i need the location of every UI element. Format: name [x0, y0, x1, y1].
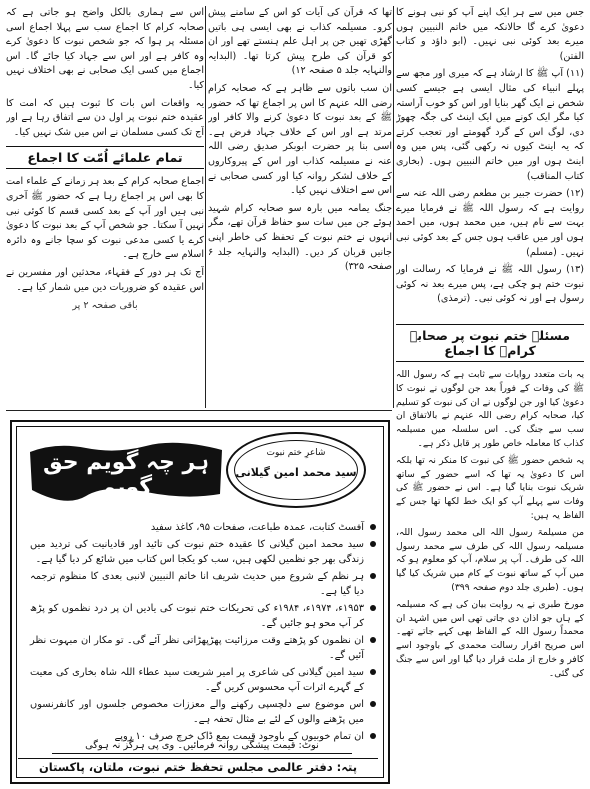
bullet-icon: [370, 637, 376, 643]
paragraph: (۱۳) رسول اللہ ﷺ نے فرمایا کہ رسالت اور نبوت ختم ہو چکی ہے، پس میرے بعد نہ کوئی رسول ہے اور نہ کوئی نبی۔ (ترمذی): [396, 264, 584, 305]
ad-payment-note: نوٹ: قیمت پیشگی روانہ فرمائیں۔ وی پی ہرگز نہ ہوگی: [52, 740, 352, 754]
section-divider: [6, 410, 392, 411]
ad-title: ہر چہ گویم حق گویم: [42, 450, 210, 500]
seal-author-name: سید محمد امین گیلانی: [235, 466, 357, 479]
list-item: سید امین گیلانی کی شاعری پر امیر شریعت سید عطاء اللہ شاہ بخاری کی معیت کے گہرے اثرات آپ محسوس کریں گے۔: [30, 665, 376, 695]
bullet-icon: [370, 605, 376, 611]
section-heading: تمام علمائے اُمّت کا اجماع: [6, 146, 204, 169]
column-right-top: [396, 6, 584, 306]
ad-title-panel: [26, 438, 226, 502]
seal-caption: شاعرِ ختم نبوت: [266, 448, 326, 458]
bullet-icon: [370, 573, 376, 579]
paragraph: یہ بات متعدد روایات سے ثابت ہے کہ رسول اللہ ﷺ کی وفات کے فوراً بعد جن لوگوں نے نبوت کا دعویٰ کیا اور جن لوگوں نے ان کی نبوت کو تسلیم کیا، صحابہ کرام رضی اللہ عنہم نے بالاتفاق ان سب سے جنگ کی۔ اس سلسلہ میں مسیلمہ کذاب کا معاملہ خاص طور پر قابل ذکر ہے۔: [396, 369, 584, 449]
paragraph: مورخ طبری نے یہ روایت بیان کی ہے کہ مسیلمہ کے ہاں جو اذان دی جاتی تھی اس میں اشہد ان محمداً رسول اللہ کے الفاظ بھی کہے جاتے تھے۔ اس صریح اقرار رسالت محمدی کے باوجود اسے کافر و خارج از ملت قرار دیا گیا اور اس سے جنگ کی گئی۔: [396, 598, 584, 679]
column-divider: [205, 6, 206, 408]
continued-note: باقی صفحہ ۲ پر: [72, 300, 138, 312]
bullet-icon: [370, 701, 376, 707]
list-item: آفسٹ کتابت، عمدہ طباعت، صفحات ۹۵، کاغذ سفید: [30, 520, 376, 535]
column-divider: [393, 6, 394, 408]
author-seal: [226, 432, 366, 508]
paragraph: ان سب باتوں سے ظاہر ہے کہ صحابہ کرام رضی اللہ عنہم کا اس پر اجماع تھا کہ حضور ﷺ کے بعد نبوت کا دعویٰ کرنے والا کافر اور مرتد ہے اور اس کے خلاف جہاد فرض ہے۔ اسی بنا پر حضرت ابوبکر صدیق رضی اللہ عنہ نے مسیلمہ کذاب اور اس کے پیروکاروں کے خلاف لشکر روانہ کیا اور کسی صحابی نے اس سے اختلاف نہیں کیا۔: [208, 82, 392, 197]
list-item: ان تمام خوبیوں کے باوجود قیمت بمع ڈاک خرچ صرف ۱۰ روپے: [30, 729, 376, 744]
paragraph: من مسیلمۃ رسول اللہ الی محمد رسول اللہ، مسیلمہ رسول اللہ کی طرف سے محمد رسول اللہ کی طرف۔ آپ پر سلام، آپ کو معلوم ہو کہ میں آپ کے ساتھ نبوت کے کام میں شریک کیا گیا ہوں۔ (طبری جلد دوم صفحہ ۳۹۹): [396, 526, 584, 593]
ad-banner: [20, 430, 372, 510]
paragraph: (۱۲) حضرت جبیر بن مطعم رضی اللہ عنہ سے روایت ہے کہ رسول اللہ ﷺ نے فرمایا میرے بہت سے نام ہیں، میں محمد ہوں، میں احمد ہوں اور میں عاقب ہوں جس کے بعد کوئی نبی نہیں۔ (مسلم): [396, 188, 584, 258]
list-item: ۱۹۵۳ء، ۱۹۷۴ء، ۱۹۸۴ء کی تحریکات ختم نبوت کی یادیں ان پر درد نظموں کو پڑھ کر آپ محو ہو جائیں گے۔: [30, 601, 376, 631]
list-item: ان نظموں کو پڑھتے وقت مرزائیت پھڑپھڑاتی نظر آئے گی۔ تو مکار ان مبہوت نظر آئیں گے۔: [30, 633, 376, 663]
paragraph: آج تک ہر دور کے فقہاء، محدثین اور مفسرین نے اس عقیدہ کو ضروریات دین میں شمار کیا ہے۔: [6, 266, 204, 293]
paragraph: اس سے ہماری بالکل واضح ہو جاتی ہے کہ صحابہ کرام کا اجماع سب سے پہلا اجماع اسی مسئلہ پر ہوا کہ جو شخص نبوت کا دعویٰ کرے وہ کافر ہے اور اس سے جہاد کیا جائے گا۔ اس اجماع میں کسی ایک صحابی نے بھی اختلاف نہیں کیا۔: [6, 7, 204, 91]
column-middle: [208, 6, 392, 406]
column-left: [6, 6, 204, 406]
ad-address: پتہ: دفتر عالمی مجلس تحفظ ختم نبوت، ملتان، پاکستان: [38, 760, 358, 774]
list-item: سید محمد امین گیلانی کا عقیدہ ختم نبوت کی تائید اور قادیانیت کی تردید میں زندگی بھر جو نظمیں لکھی ہیں، سب کو یکجا اس کتاب میں شائع کر دیا گیا ہے۔: [30, 537, 376, 567]
bullet-icon: [370, 524, 376, 530]
section-heading: مسئلہ ختم نبوت پر صحابہ کرامؓ کا اجماع: [396, 324, 584, 362]
column-right-bottom: [396, 318, 584, 784]
paragraph: یہ شخص حضور ﷺ کی نبوت کا منکر نہ تھا بلکہ اس کا دعویٰ یہ تھا کہ اسے حضور کے ساتھ شریک نبوت بنایا گیا ہے۔ اس نے حضور ﷺ کی وفات سے پہلے آپ کو ایک خط لکھا تھا جس کے الفاظ یہ ہیں:: [396, 454, 584, 521]
book-advertisement: [10, 420, 390, 784]
ad-feature-list: [30, 520, 376, 742]
bullet-icon: [370, 541, 376, 547]
paragraph: جس میں سے ہر ایک اپنے آپ کو نبی ہونے کا دعویٰ کرے گا حالانکہ میں خاتم النبیین ہوں میرے بعد کوئی نبی نہیں۔ (ابو داؤد و کتاب الفتن): [396, 7, 584, 62]
paragraph: اجماع صحابہ کرام کے بعد ہر زمانے کے علماء امت کا بھی اس پر اجماع رہا ہے کہ حضور ﷺ آخری نبی ہیں اور آپ کے بعد کسی قسم کا کوئی نبی نہیں آ سکتا۔ جو شخص آپ کے بعد نبوت کا دعویٰ کرے یا کسی مدعی نبوت کو سچا جانے وہ دائرہ اسلام سے خارج ہے۔: [6, 176, 204, 261]
paragraph: (۱۱) آپ ﷺ کا ارشاد ہے کہ میری اور مجھ سے پہلے انبیاء کی مثال ایسی ہے جیسے کسی شخص نے ایک گھر بنایا اور اس کو خوب آراستہ کیا مگر ایک کونے میں ایک اینٹ کی جگہ چھوڑ دی، لوگ اس کے گرد گھومتے اور تعجب کرتے کہ یہ اینٹ کیوں نہ رکھی گئی، پس میں وہ اینٹ ہوں اور میں خاتم النبیین ہوں۔ (بخاری کتاب المناقب): [396, 68, 584, 182]
bullet-icon: [370, 733, 376, 739]
paragraph: جنگ یمامہ میں بارہ سو صحابہ کرام شہید ہوئے جن میں سات سو حفاظ قرآن تھے، مگر انہوں نے ختم نبوت کے تحفظ کی خاطر اپنی جانیں قربان کر دیں۔ (البدایہ والنہایہ جلد ۶ صفحہ ۳۲۵): [208, 202, 392, 273]
bullet-icon: [370, 669, 376, 675]
paragraph: تھا کہ قرآن کی آیات کو اس کے سامنے پیش کرو۔ مسیلمہ کذاب نے بھی ایسی ہی باتیں گھڑی تھیں جن پر اہل علم ہنستے تھے اور ان کو قرآن کی طرح پیش کرتا تھا۔ (البدایہ والنہایہ جلد ۵ صفحہ ۱۲): [208, 7, 392, 77]
paragraph: یہ واقعات اس بات کا ثبوت ہیں کہ امت کا عقیدہ ختم نبوت پر اول دن سے اتفاق رہا ہے اور آج تک کسی مسلمان نے اس میں شک نہیں کیا۔: [6, 97, 204, 138]
list-item: ہر نظم کے شروع میں حدیث شریف انا خاتم النبیین لانبی بعدی کا منظوم ترجمہ دیا گیا ہے۔: [30, 569, 376, 599]
list-item: اس موضوع سے دلچسپی رکھنے والے معززات مخصوص جلسوں اور کانفرنسوں میں پڑھنے والوں کے لئے بے مثال تحفہ ہے۔: [30, 697, 376, 727]
